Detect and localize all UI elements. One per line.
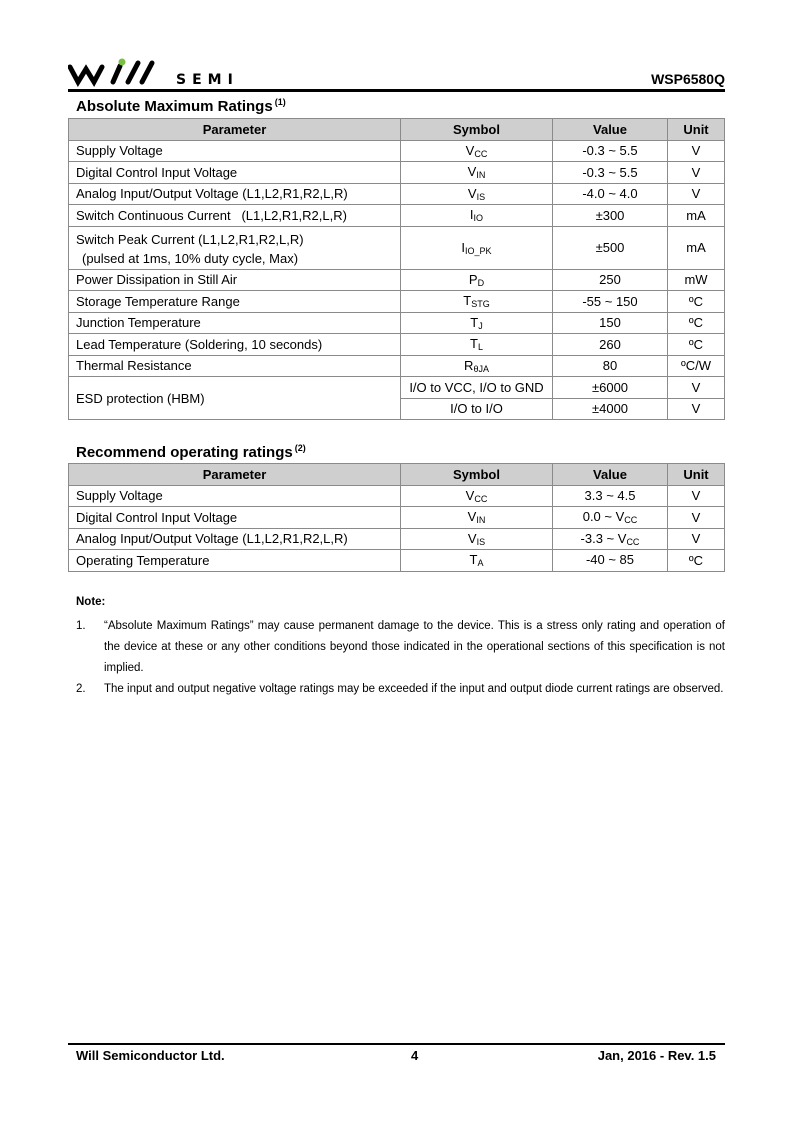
abs-max-table bbox=[68, 118, 725, 420]
logo-text: SEMI bbox=[176, 72, 239, 88]
value-cell: 260 bbox=[553, 334, 668, 356]
header-value: Value bbox=[553, 464, 668, 486]
note-number: 1. bbox=[76, 620, 86, 632]
logo-dot-icon bbox=[119, 59, 126, 66]
header-symbol: Symbol bbox=[401, 119, 553, 141]
value-cell: -3.3 ~ $V_{CC}$ bbox=[553, 528, 668, 550]
unit-cell: V bbox=[668, 140, 725, 162]
header-value: Value bbox=[553, 119, 668, 141]
note-text: The input and output negative voltage ratings may be exceeded if the input and output diode current ratings are observed. bbox=[104, 683, 724, 695]
symbol-cell: $I_{IO}$ bbox=[401, 205, 553, 227]
abs-max-body bbox=[69, 140, 725, 420]
value-cell: -40 ~ 85 bbox=[553, 550, 668, 572]
param-cell: Storage Temperature Range bbox=[69, 291, 401, 313]
table-row bbox=[69, 507, 725, 529]
footer-company: Will Semiconductor Ltd. bbox=[76, 1048, 225, 1063]
value-cell: ±4000 bbox=[553, 398, 668, 420]
symbol-cell: $T_{STG}$ bbox=[401, 291, 553, 313]
value-cell: 3.3 ~ 4.5 bbox=[553, 485, 668, 507]
unit-cell: ºC bbox=[668, 334, 725, 356]
table-row bbox=[69, 377, 725, 399]
symbol-cell: $R_{\theta JA}$ bbox=[401, 355, 553, 377]
table-header-row bbox=[69, 464, 725, 486]
rec-op-body bbox=[69, 485, 725, 571]
table-row bbox=[69, 162, 725, 184]
page-number: 4 bbox=[411, 1048, 419, 1063]
logo-mark-icon bbox=[68, 58, 168, 88]
symbol-cell: $V_{IN}$ bbox=[401, 162, 553, 184]
abs-max-title: Absolute Maximum Ratings $^{(1)}$ bbox=[76, 97, 286, 115]
symbol-cell: $P_D$ bbox=[401, 269, 553, 291]
param-cell: Supply Voltage bbox=[69, 485, 401, 507]
header-parameter: Parameter bbox=[69, 464, 401, 486]
document-id: WSP6580Q bbox=[651, 71, 725, 87]
symbol-cell: $I_{IO\_PK}$ bbox=[401, 226, 553, 269]
unit-cell: mA bbox=[668, 226, 725, 269]
footer-rule bbox=[68, 1043, 725, 1045]
value-cell: 80 bbox=[553, 355, 668, 377]
param-cell: Junction Temperature bbox=[69, 312, 401, 334]
param-cell: Digital Control Input Voltage bbox=[69, 162, 401, 184]
table-row bbox=[69, 528, 725, 550]
param-cell: Power Dissipation in Still Air bbox=[69, 269, 401, 291]
param-cell: Lead Temperature (Soldering, 10 seconds) bbox=[69, 334, 401, 356]
value-cell: 150 bbox=[553, 312, 668, 334]
header-parameter: Parameter bbox=[69, 119, 401, 141]
table-row bbox=[69, 291, 725, 313]
param-cell: Analog Input/Output Voltage (L1,L2,R1,R2,L,R) bbox=[69, 183, 401, 205]
footer-revision: Jan, 2016 - Rev. 1.5 bbox=[597, 1048, 716, 1063]
notes-section bbox=[76, 596, 725, 700]
note-number: 2. bbox=[76, 683, 86, 695]
table-row bbox=[69, 355, 725, 377]
unit-cell: mW bbox=[668, 269, 725, 291]
header-symbol: Symbol bbox=[401, 464, 553, 486]
unit-cell: V bbox=[668, 528, 725, 550]
value-cell: ±6000 bbox=[553, 377, 668, 399]
symbol-cell: I/O to I/O bbox=[401, 398, 553, 420]
value-cell: 0.0 ~ $V_{CC}$ bbox=[553, 507, 668, 529]
table-row bbox=[69, 205, 725, 227]
unit-cell: ºC/W bbox=[668, 355, 725, 377]
symbol-cell: $T_J$ bbox=[401, 312, 553, 334]
header-rule bbox=[68, 89, 725, 92]
header-unit: Unit bbox=[668, 464, 725, 486]
param-cell: Analog Input/Output Voltage (L1,L2,R1,R2,L,R) bbox=[69, 528, 401, 550]
table-row bbox=[69, 550, 725, 572]
param-cell: Switch Peak Current (L1,L2,R1,R2,L,R) (pulsed at 1ms, 10% duty cycle, Max) bbox=[69, 226, 401, 269]
unit-cell: mA bbox=[668, 205, 725, 227]
header-unit: Unit bbox=[668, 119, 725, 141]
footnote-ref: (1) bbox=[274, 97, 286, 107]
unit-cell: V bbox=[668, 183, 725, 205]
rec-op-title: Recommend operating ratings $^{(2)}$ bbox=[76, 443, 306, 461]
unit-cell: V bbox=[668, 162, 725, 184]
rec-op-table bbox=[68, 463, 725, 572]
unit-cell: V bbox=[668, 485, 725, 507]
page-header bbox=[68, 58, 725, 92]
table-row bbox=[69, 334, 725, 356]
table-row bbox=[69, 140, 725, 162]
symbol-cell: $T_A$ bbox=[401, 550, 553, 572]
unit-cell: ºC bbox=[668, 291, 725, 313]
symbol-cell: $V_{CC}$ bbox=[401, 485, 553, 507]
table-header-row bbox=[69, 119, 725, 141]
table-row bbox=[69, 485, 725, 507]
table-row bbox=[69, 183, 725, 205]
unit-cell: ºC bbox=[668, 312, 725, 334]
table-row bbox=[69, 312, 725, 334]
company-logo bbox=[68, 58, 248, 88]
table-row bbox=[69, 226, 725, 269]
note-item bbox=[76, 616, 725, 679]
param-cell: Digital Control Input Voltage bbox=[69, 507, 401, 529]
value-cell: -4.0 ~ 4.0 bbox=[553, 183, 668, 205]
value-cell: -0.3 ~ 5.5 bbox=[553, 140, 668, 162]
notes-heading: Note: bbox=[76, 596, 106, 608]
table-row bbox=[69, 269, 725, 291]
symbol-cell: $V_{IS}$ bbox=[401, 183, 553, 205]
symbol-cell: $V_{IS}$ bbox=[401, 528, 553, 550]
note-item bbox=[76, 679, 725, 700]
param-cell: ESD protection (HBM) bbox=[69, 377, 401, 420]
symbol-cell: $T_L$ bbox=[401, 334, 553, 356]
param-cell: Supply Voltage bbox=[69, 140, 401, 162]
param-cell: Operating Temperature bbox=[69, 550, 401, 572]
symbol-cell: I/O to VCC, I/O to GND bbox=[401, 377, 553, 399]
symbol-cell: $V_{CC}$ bbox=[401, 140, 553, 162]
unit-cell: V bbox=[668, 507, 725, 529]
unit-cell: ºC bbox=[668, 550, 725, 572]
unit-cell: V bbox=[668, 398, 725, 420]
value-cell: ±500 bbox=[553, 226, 668, 269]
symbol-cell: $V_{IN}$ bbox=[401, 507, 553, 529]
param-cell: Thermal Resistance bbox=[69, 355, 401, 377]
param-cell: Switch Continuous Current (L1,L2,R1,R2,L,R) bbox=[69, 205, 401, 227]
value-cell: 250 bbox=[553, 269, 668, 291]
note-text: “Absolute Maximum Ratings” may cause permanent damage to the device. This is a stress only rating and operation of the device at these or any other conditions beyond those indicated in the operational sections of this specification is not implied. bbox=[104, 620, 725, 674]
footnote-ref: (2) bbox=[294, 443, 306, 453]
unit-cell: V bbox=[668, 377, 725, 399]
value-cell: ±300 bbox=[553, 205, 668, 227]
value-cell: -0.3 ~ 5.5 bbox=[553, 162, 668, 184]
value-cell: -55 ~ 150 bbox=[553, 291, 668, 313]
